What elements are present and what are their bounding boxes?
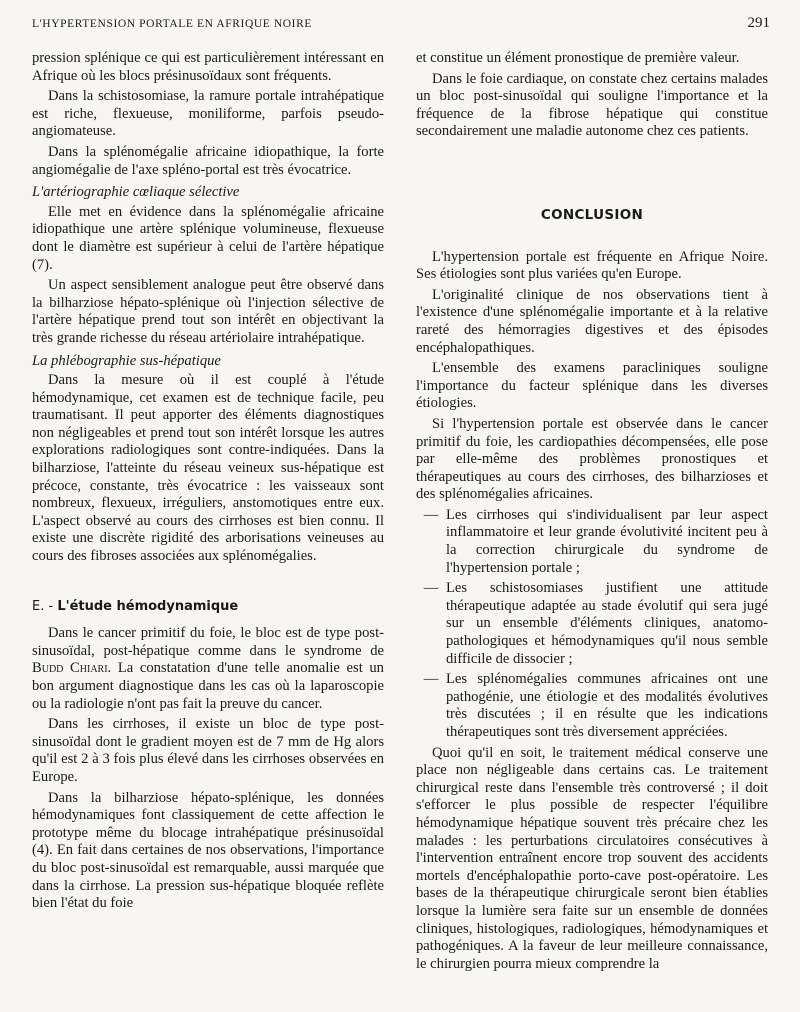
subheading-phlebographie: La phlébographie sus-hépatique <box>32 352 221 369</box>
paragraph: Dans la splénomégalie africaine idiopathique, la forte angiomégalie de l'axe spléno-portal est très évocatrice. <box>32 143 384 178</box>
right-column <box>416 50 768 976</box>
paragraph-text: . La constatation d'une telle anomalie est un bon argument diagnostique dans les cas où la laparoscopie ou la radiologie n'ont pas fait la preuve du cancer. <box>32 660 384 712</box>
dash-mark: — <box>423 506 439 523</box>
author-name: Budd Chiari <box>32 660 108 677</box>
dash-item-text: Les cirrhoses qui s'individualisent par leur aspect inflammatoire et leur grande évolutivité incitent peu à la correction chirurgicale du syndrome de l'hypertension portale ; <box>446 506 768 576</box>
dash-list-item <box>416 507 768 577</box>
paragraph: Dans la schistosomiase, la ramure portale intrahépatique est riche, flexueuse, moniliforme, parfois pseudo-angiomateuse. <box>32 88 384 140</box>
paragraph: Dans la bilharziose hépato-splénique, les données hémodynamiques font classiquement de cette affection le prototype même du blocage intrahépatique présinusoïdal (4). En fait dans certaines de nos observations, l'importance du bloc post-sinusoïdal est remarquable, aussi marquée que dans la cirrhose. La pression sus-hépatique bloquée reflète bien l'état du foie <box>32 789 384 912</box>
conclusion-heading: CONCLUSION <box>540 206 644 223</box>
page-number: 291 <box>747 15 770 31</box>
paragraph: Dans le foie cardiaque, on constate chez certains malades un bloc post-sinusoïdal qui souligne l'importance et la fréquence de la fibrose hépatique qui constitue secondairement une maladie autonome chez ces patients. <box>416 70 768 140</box>
dash-list-item <box>416 580 768 668</box>
paragraph: Un aspect sensiblement analogue peut être observé dans la bilharziose hépato-splénique où l'injection sélective de l'artère hépatique prend tout son intérêt en objectivant la très grande richesse du réseau artériolaire intrahépatique. <box>32 277 384 346</box>
paragraph: Quoi qu'il en soit, le traitement médical conserve une place non négligeable dans certains cas. Le traitement chirurgical reste dans l'ensemble très controversé ; il doit s'efforcer le plus possible de respecter l'équilibre hémodynamique hépatique souvent très précaire chez les malades : les perturbations circulatoires consécutives à l'intervention entraînent encore trop souvent des accidents mortels d'encéphalopathie porto-cave post-opératoire. Les bases de la thérapeutique chirurgicale seront bien établies lorsque la lumière sera faite sur un ensemble de données cliniques, histologiques, radiologiques, hémodynamiques et pathogéniques. A la faveur de leur meilleure connaissance, le chirurgien pourra mieux comprendre la <box>416 744 768 972</box>
paragraph: L'ensemble des examens paracliniques souligne l'importance du facteur splénique dans les diverses étiologies. <box>416 360 768 412</box>
paragraph: L'originalité clinique de nos observations tient à l'existence d'une splénomégalie importante et à la relative rareté des hémorragies digestives et des épisodes encéphalopathiques. <box>416 286 768 356</box>
paragraph: Elle met en évidence dans la splénomégalie africaine idiopathique une artère splénique volumineuse, flexueuse dont le diamètre est supérieur à celui de l'artère hépatique (7). <box>32 203 384 273</box>
paragraph: Dans la mesure où il est couplé à l'étude hémodynamique, cet examen est de technique facile, peu traumatisant. Il peut apporter des éléments diagnostiques non négligeables et prend tout son intérêt lorsque les autres explorations radiologiques sont contre-indiquées. Dans la bilharziose, l'atteinte du réseau veineux sus-hépatique est précoce, constante, très évocatrice : les vaisseaux sont nombreux, flexueux, irréguliers, anstomotiques entre eux. L'aspect observé au cours des cirrhoses est bien connu. Il existe une discrète rigidité des arborisations veineuses au cours des fibroses associées aux splénomégalies. <box>32 372 384 565</box>
dash-item-text: Les schistosomiases justifient une attitude thérapeutique adaptée au stade évolutif qui sera jugé sur un ensemble d'éléments cliniques, anatomo-pathologiques et hémodynamiques qu'il nous semble difficile de dissocier ; <box>446 580 768 667</box>
section-title: L'étude hémodynamique <box>57 598 239 614</box>
paragraph-text: Dans le cancer primitif du foie, le bloc est de type post-sinusoïdal, post-hépatique comme dans le syndrome de <box>32 625 384 659</box>
paragraph: Dans les cirrhoses, il existe un bloc de type post-sinusoïdal dont le gradient moyen est de 7 mm de Hg alors qu'il est 2 à 3 fois plus élevé dans les cirrhoses observées en Europe. <box>32 716 384 785</box>
paragraph: L'hypertension portale est fréquente en Afrique Noire. Ses étiologies sont plus variées qu'en Europe. <box>416 248 768 283</box>
paragraph: pression splénique ce qui est particulièrement intéressant en Afrique où les blocs présinusoïdaux sont fréquents. <box>32 50 384 84</box>
running-head <box>32 15 770 31</box>
subheading-arteriographie: L'artériographie cœliaque sélective <box>32 184 240 201</box>
dash-list-item <box>416 671 768 741</box>
running-title: L'HYPERTENSION PORTALE EN AFRIQUE NOIRE <box>32 18 312 30</box>
section-heading-hemodynamique <box>32 598 384 616</box>
paragraph <box>32 625 384 713</box>
paragraph: Si l'hypertension portale est observée dans le cancer primitif du foie, les cardiopathies décompensées, elle pose par elle-même des problèmes pronostiques et thérapeutiques au cours des cirrhoses, des bilharzioses et des splénomégalies africaines. <box>416 415 768 503</box>
section-letter: E. - <box>32 598 54 614</box>
paragraph: et constitue un élément pronostique de première valeur. <box>416 50 740 66</box>
left-column <box>32 50 384 916</box>
dash-item-text: Les splénomégalies communes africaines ont une pathogénie, une étiologie et des modalités évolutives très discutées ; il en résulte que les indications thérapeutiques sont très diversement appréciées. <box>446 671 768 740</box>
dash-mark: — <box>423 671 439 688</box>
dash-mark: — <box>423 580 439 597</box>
